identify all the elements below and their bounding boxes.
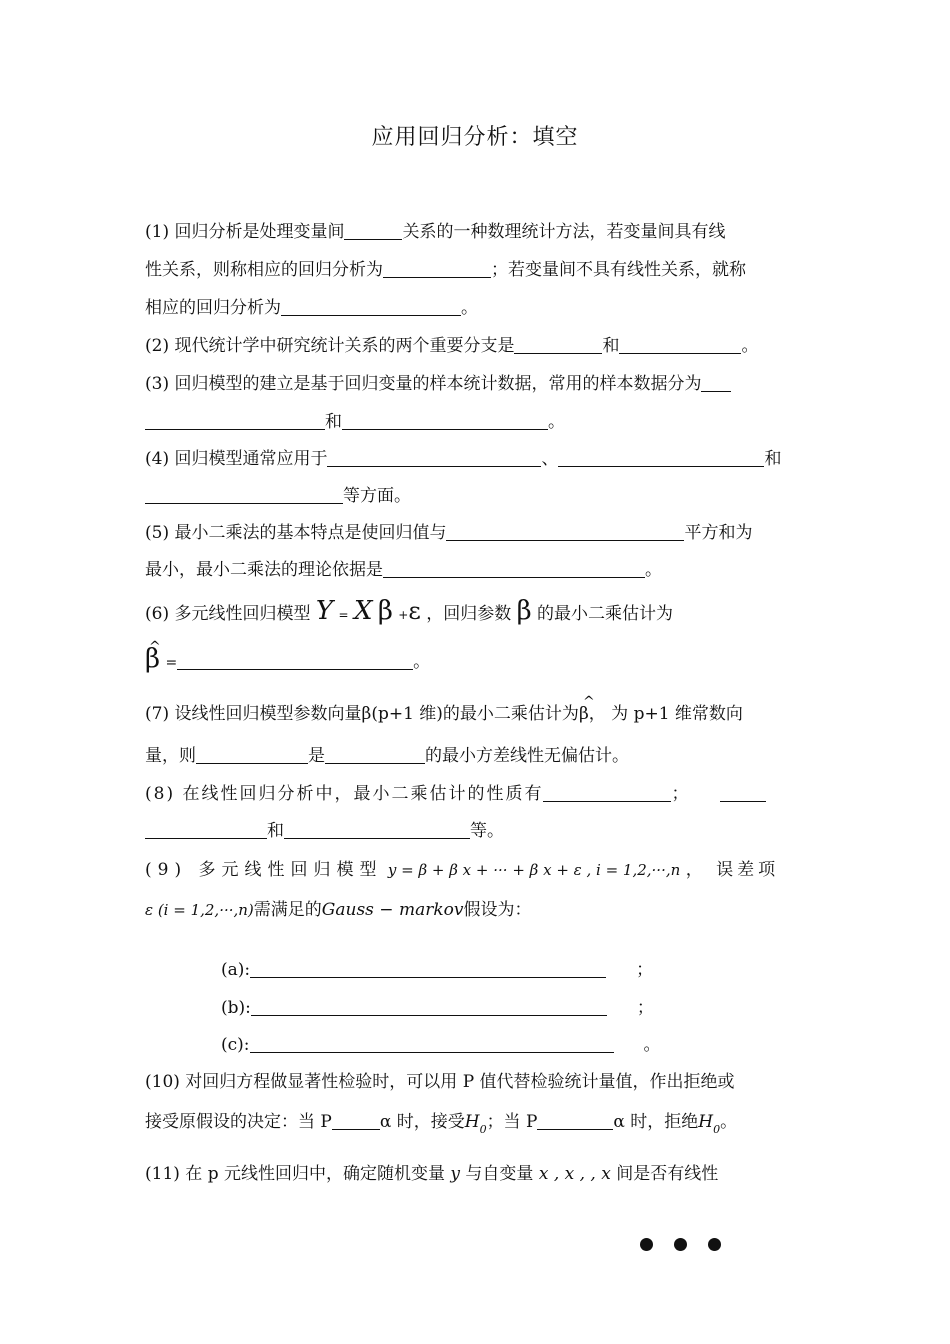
- more-dots: [640, 1236, 742, 1256]
- blank-field[interactable]: [558, 448, 764, 467]
- question-9-line-2: ε (i = 1,2,···,n)需满足的Gauss − markov假设为：: [145, 900, 532, 920]
- blank-field[interactable]: [543, 783, 671, 802]
- question-6-line-1: (6) 多元线性回归模型 Y = X β +ε ，回归参数 β 的最小二乘估计为: [145, 596, 674, 626]
- question-3-line-2: 和 。: [145, 410, 565, 434]
- blank-field[interactable]: [537, 1111, 613, 1130]
- blank-field[interactable]: [250, 959, 606, 978]
- assumption-b: (b): ；: [221, 998, 654, 1018]
- blank-field[interactable]: [145, 411, 325, 430]
- dot-icon: [674, 1238, 687, 1251]
- regression-model-formula: y = β + β x + ··· + β x + ε , i = 1,2,···,n: [387, 861, 681, 879]
- error-term-formula: ε (i = 1,2,···,n): [145, 901, 254, 919]
- question-7-line-1: (7) 设线性回归模型参数向量β(p+1 维)的最小二乘估计为^ β， 为 p+1 维常数向: [145, 702, 743, 726]
- blank-field[interactable]: [342, 411, 548, 430]
- blank-field[interactable]: [383, 559, 645, 578]
- blank-field[interactable]: [177, 651, 413, 670]
- independent-variables: x , x , , x: [538, 1164, 611, 1184]
- blank-field[interactable]: [284, 820, 470, 839]
- blank-field[interactable]: [720, 783, 766, 802]
- blank-field[interactable]: [145, 820, 267, 839]
- question-7-line-2: 量，则 是 的最小方差线性无偏估计。: [145, 746, 629, 766]
- blank-field[interactable]: [344, 221, 402, 240]
- question-3-line-1: (3) 回归模型的建立是基于回归变量的样本统计数据，常用的样本数据分为: [145, 372, 731, 396]
- assumption-c: (c): 。: [221, 1035, 661, 1055]
- page-title: 应用回归分析：填空: [371, 125, 579, 150]
- blank-field[interactable]: [383, 259, 491, 278]
- question-10-line-1: (10) 对回归方程做显著性检验时，可以用 P 值代替检验统计量值，作出拒绝或: [145, 1072, 735, 1092]
- blank-field[interactable]: [514, 335, 602, 354]
- question-1-line-1: (1) 回归分析是处理变量间 关系的一种数理统计方法，若变量间具有线: [145, 222, 726, 242]
- blank-field[interactable]: [327, 448, 541, 467]
- question-8-line-2: 和 等。: [145, 819, 504, 843]
- blank-field[interactable]: [701, 373, 731, 392]
- blank-field[interactable]: [446, 522, 684, 541]
- blank-field[interactable]: [332, 1111, 380, 1130]
- question-2: (2) 现代统计学中研究统计关系的两个重要分支是 和 。: [145, 336, 759, 356]
- blank-field[interactable]: [250, 1034, 614, 1053]
- blank-field[interactable]: [619, 335, 741, 354]
- question-4-line-1: (4) 回归模型通常应用于 、 和: [145, 449, 782, 469]
- question-5-line-2: 最小，最小二乘法的理论依据是 。: [145, 560, 662, 580]
- question-4-line-2: 等方面。: [145, 484, 411, 508]
- question-1-line-3: 相应的回归分析为 。: [145, 298, 478, 318]
- question-5-line-1: (5) 最小二乘法的基本特点是使回归值与 平方和为: [145, 523, 753, 543]
- question-10-line-2: 接受原假设的决定：当 P α 时，接受$H_0$；当 P α 时，拒绝$H_0$。: [145, 1112, 738, 1136]
- question-9-line-1: (9) 多元线性回归模型 y = β + β x + ··· + β x + ε , i = 1,2,···,n ， 误差项: [145, 860, 780, 880]
- dot-icon: [708, 1238, 721, 1251]
- question-11-line-1: (11) 在 p 元线性回归中，确定随机变量 y 与自变量 x , x , , x 间是否有线性: [145, 1164, 719, 1184]
- blank-field[interactable]: [145, 485, 343, 504]
- blank-field[interactable]: [325, 745, 425, 764]
- assumption-a: (a): ；: [221, 960, 654, 980]
- question-8-line-1: (8) 在线性回归分析中，最小二乘估计的性质有 ；: [145, 782, 766, 806]
- blank-field[interactable]: [251, 997, 607, 1016]
- question-1-line-2: 性关系，则称相应的回归分析为 ；若变量间不具有线性关系，就称: [145, 260, 746, 280]
- dot-icon: [640, 1238, 653, 1251]
- blank-field[interactable]: [196, 745, 308, 764]
- blank-field[interactable]: [281, 297, 461, 316]
- question-6-line-2: ^ β = 。: [145, 644, 430, 678]
